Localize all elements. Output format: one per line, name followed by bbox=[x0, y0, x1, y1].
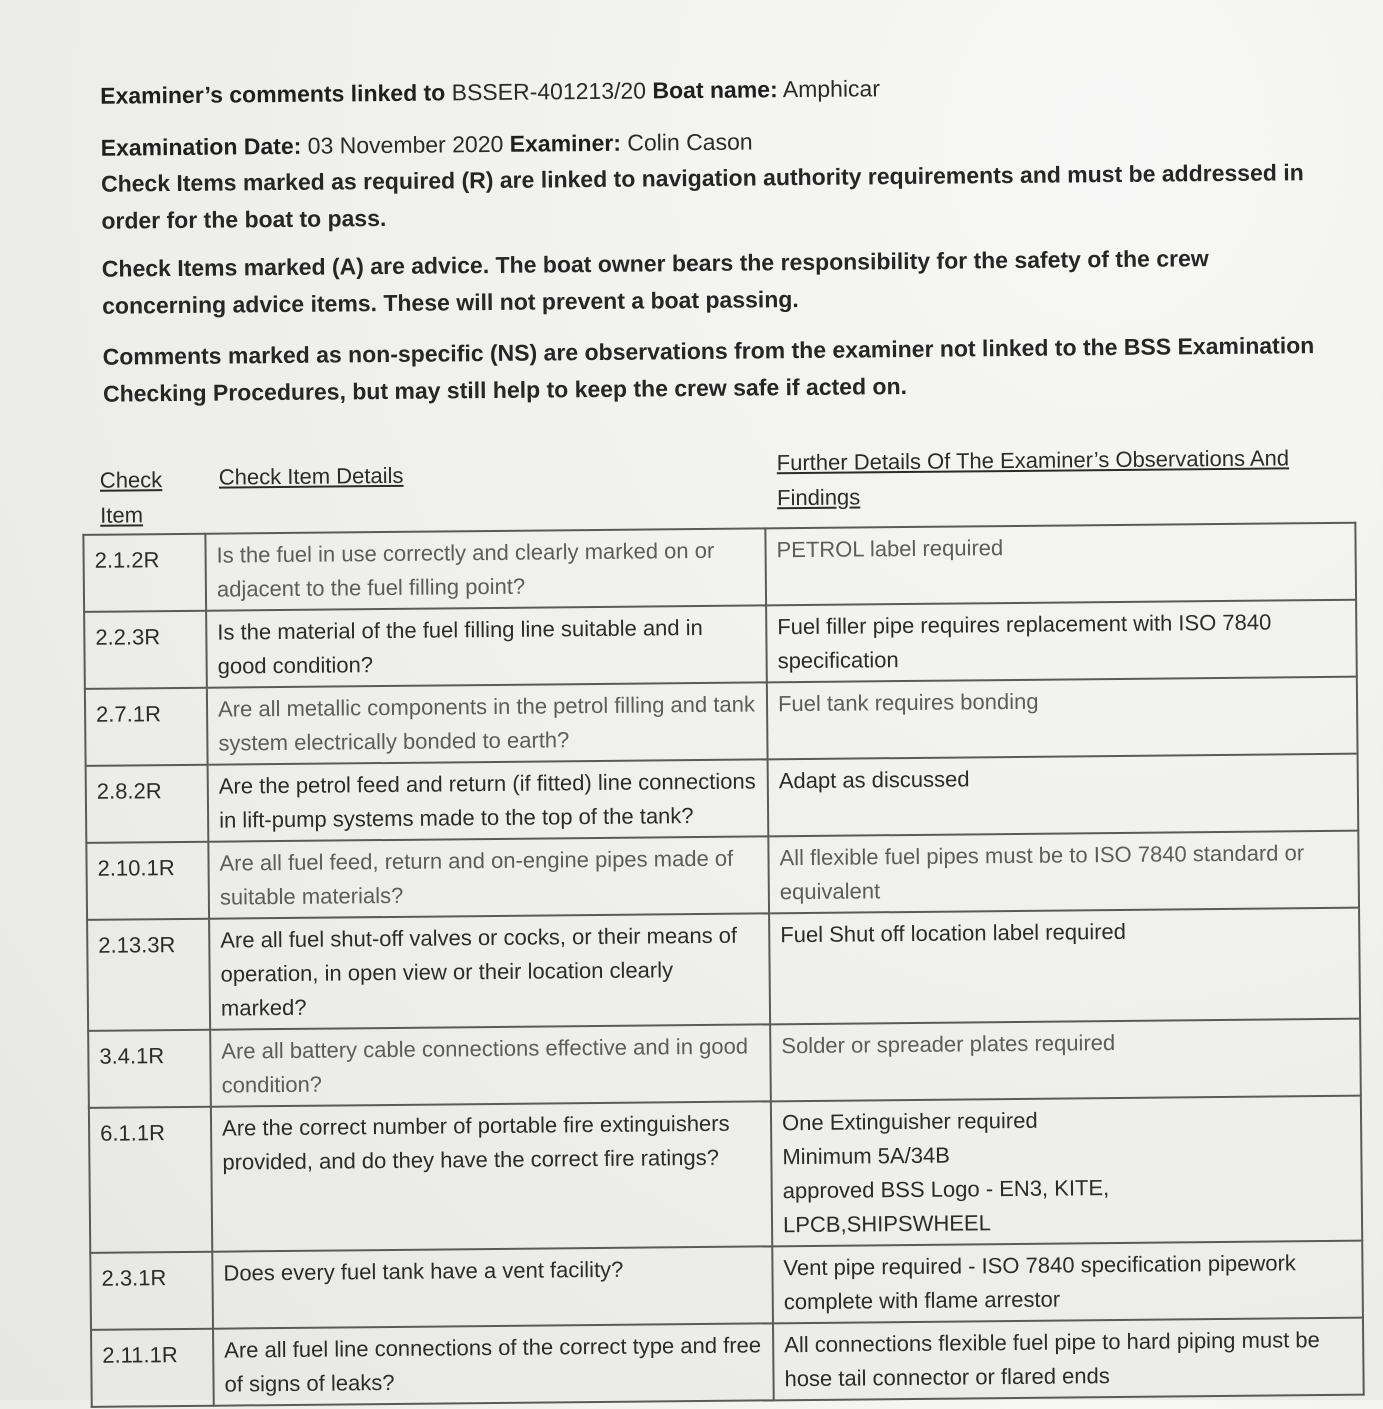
examiner-observation bbox=[772, 1241, 1363, 1324]
check-item-code: 2.3.1R bbox=[90, 1252, 213, 1330]
header-exam-line bbox=[101, 127, 753, 161]
table-row bbox=[84, 600, 1357, 689]
observation-line: Vent pipe required - ISO 7840 specification pipework complete with flame arrestor bbox=[783, 1250, 1296, 1315]
observation-line: LPCB,SHIPSWHEEL bbox=[782, 1210, 991, 1238]
check-item-details: Are the correct number of portable fire extinguishers provided, and do they have the correct fire ratings? bbox=[211, 1101, 772, 1251]
observation-line: Fuel tank requires bonding bbox=[777, 688, 1039, 717]
observation-line: All connections flexible fuel pipe to hard piping must be hose tail connector or flared ends bbox=[784, 1327, 1320, 1392]
check-item-details: Is the fuel in use correctly and clearly marked on or adjacent to the fuel filling point? bbox=[205, 528, 766, 610]
column-header-details: Check Item Details bbox=[218, 462, 404, 490]
boat-name: Amphicar bbox=[782, 75, 881, 103]
reference-number: BSSER-401213/20 bbox=[451, 77, 647, 106]
examiner-observation bbox=[765, 523, 1356, 606]
examiner-observation bbox=[768, 831, 1359, 914]
examiner-observation bbox=[769, 908, 1360, 1025]
table-row bbox=[85, 677, 1358, 766]
non-specific-note: Comments marked as non-specific (NS) are observations from the examiner not linked to the BSS Examination Checking Procedures, but may still help to keep the crew safe if acted on. bbox=[102, 332, 1315, 407]
check-item-code: 2.8.2R bbox=[86, 765, 209, 843]
check-item-code: 6.1.1R bbox=[89, 1107, 212, 1253]
observation-line: Adapt as discussed bbox=[778, 766, 970, 794]
required-note: Check Items marked as required (R) are linked to navigation authority requirements and must be addressed in order for the boat to pass. bbox=[100, 159, 1304, 234]
check-item-details: Are all battery cable connections effective and in good condition? bbox=[210, 1024, 771, 1106]
check-item-details: Are all fuel feed, return and on-engine pipes made of suitable materials? bbox=[208, 836, 769, 918]
check-item-code: 2.13.3R bbox=[87, 919, 210, 1031]
check-item-code: 2.2.3R bbox=[84, 611, 207, 689]
check-item-details: Are all metallic components in the petrol filling and tank system electrically bonded to earth? bbox=[207, 682, 768, 764]
check-item-code: 2.11.1R bbox=[91, 1329, 214, 1407]
table-row bbox=[83, 523, 1356, 612]
examiner-observation bbox=[773, 1318, 1364, 1401]
observation-line: Solder or spreader plates required bbox=[781, 1030, 1116, 1059]
check-item-details: Is the material of the fuel filling line suitable and in good condition? bbox=[206, 605, 767, 687]
table-row bbox=[88, 1019, 1361, 1108]
table-row bbox=[87, 908, 1360, 1031]
column-header-observations: Further Details Of The Examiner’s Observations And Findings bbox=[776, 445, 1290, 511]
column-header-check-item: Check Item bbox=[99, 467, 163, 528]
observation-line: approved BSS Logo - EN3, KITE, bbox=[782, 1175, 1110, 1204]
observation-line: PETROL label required bbox=[776, 535, 1004, 563]
check-items-table bbox=[82, 522, 1364, 1408]
examiner-observation bbox=[771, 1096, 1362, 1247]
check-item-code: 3.4.1R bbox=[88, 1030, 211, 1108]
examiner-observation bbox=[768, 754, 1359, 837]
observation-line: Fuel filler pipe requires replacement with ISO 7840 specification bbox=[777, 609, 1272, 674]
check-item-code: 2.1.2R bbox=[83, 534, 206, 612]
check-item-details: Are all fuel line connections of the correct type and free of signs of leaks? bbox=[213, 1323, 774, 1405]
table-row bbox=[91, 1318, 1364, 1407]
observation-line: Fuel Shut off location label required bbox=[780, 918, 1127, 948]
check-item-details: Are the petrol feed and return (if fitted) line connections in lift-pump systems made to the top of the tank? bbox=[208, 759, 769, 841]
table-row bbox=[86, 754, 1359, 843]
table-row bbox=[86, 831, 1359, 920]
check-item-details: Does every fuel tank have a vent facility? bbox=[212, 1246, 773, 1328]
advice-note: Check Items marked (A) are advice. The boat owner bears the responsibility for the safety of the crew concerning advice items. These will not prevent a boat passing. bbox=[101, 245, 1209, 319]
table-row bbox=[90, 1241, 1363, 1330]
table-row bbox=[89, 1096, 1362, 1253]
header-reference-line bbox=[100, 74, 880, 109]
examiner-observation bbox=[767, 677, 1358, 760]
observation-line: Minimum 5A/34B bbox=[782, 1142, 951, 1170]
exam-date-label: Examination Date: bbox=[100, 132, 302, 161]
examiner-observation bbox=[766, 600, 1357, 683]
examiner-label: Examiner: bbox=[509, 129, 622, 157]
observation-line: All flexible fuel pipes must be to ISO 7840 standard or equivalent bbox=[779, 840, 1305, 905]
observation-line: One Extinguisher required bbox=[781, 1107, 1038, 1136]
check-item-details: Are all fuel shut-off valves or cocks, or their means of operation, in open view or their location clearly marked? bbox=[209, 913, 770, 1029]
comments-label: Examiner’s comments linked to bbox=[100, 79, 446, 109]
check-item-code: 2.10.1R bbox=[86, 842, 209, 920]
examiner-observation bbox=[770, 1019, 1361, 1102]
exam-date: 03 November 2020 bbox=[307, 130, 504, 159]
examiner-name: Colin Cason bbox=[627, 128, 753, 156]
boat-name-label: Boat name: bbox=[652, 76, 778, 104]
check-item-code: 2.7.1R bbox=[85, 688, 208, 766]
